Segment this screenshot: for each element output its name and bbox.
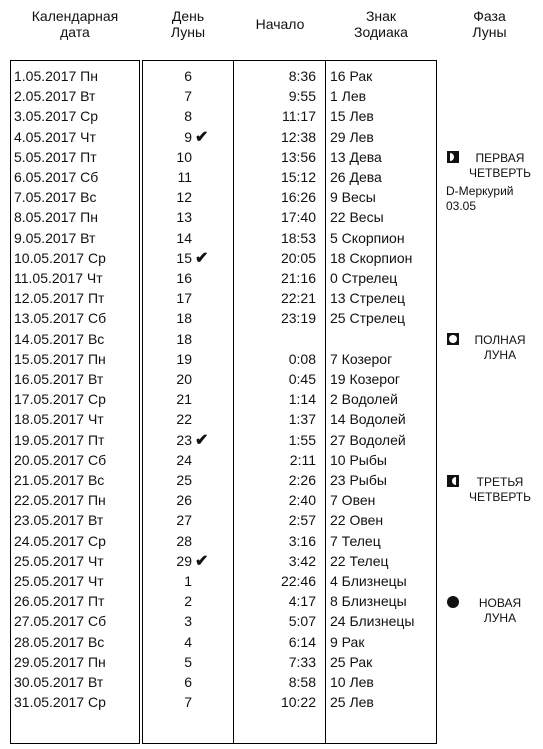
moon-day-cell — [172, 611, 222, 631]
moon-day-cell — [172, 288, 222, 308]
date-cell: 6.05.2017 Сб — [14, 169, 99, 185]
start-time-cell: 2:11 — [289, 451, 316, 468]
date-cell: 1.05.2017 Пн — [14, 68, 98, 84]
date-cell: 12.05.2017 Пт — [14, 290, 105, 307]
start-time-cell: 2:40 — [288, 492, 316, 509]
moon-day-value: 25 — [176, 472, 192, 488]
start-time-cell: 22:46 — [280, 573, 316, 589]
zodiac-cell: 27 Водолей — [330, 431, 406, 448]
date-cell: 21.05.2017 Вс — [14, 472, 105, 488]
moon-day-value: 19 — [176, 350, 192, 367]
first-quarter-moon-icon — [446, 150, 460, 169]
moon-day-cell — [172, 228, 222, 248]
date-cell: 7.05.2017 Вс — [14, 189, 97, 206]
date-cell: 23.05.2017 Вт — [14, 512, 104, 529]
zodiac-cell: 9 Весы — [330, 189, 376, 206]
start-time-cell: 23:19 — [280, 310, 316, 327]
date-cell: 24.05.2017 Ср — [14, 532, 106, 549]
zodiac-cell: 25 Лев — [330, 694, 374, 711]
date-cell: 16.05.2017 Вт — [14, 371, 104, 387]
check-mark-icon: ✔ — [195, 128, 209, 146]
moon-day-cell — [172, 66, 222, 86]
phase-label: ТРЕТЬЯ ЧЕТВЕРТЬ — [468, 474, 531, 504]
moon-day-cell — [172, 632, 222, 652]
moon-day-cell — [172, 389, 222, 409]
zodiac-cell: 25 Рак — [330, 653, 373, 670]
date-cell: 3.05.2017 Ср — [14, 108, 99, 125]
date-cell: 29.05.2017 Пн — [14, 653, 106, 670]
moon-day-value: 21 — [176, 391, 192, 408]
moon-day-value: 22 — [176, 411, 192, 428]
start-time-cell: 0:45 — [288, 371, 316, 387]
header-start: Начало — [255, 16, 305, 32]
moon-day-value: 1 — [184, 573, 192, 589]
zodiac-cell: 9 Рак — [330, 633, 365, 650]
moon-day-value: 24 — [176, 451, 192, 468]
start-time-cell: 1:37 — [288, 411, 316, 428]
header-date: Календарная дата — [31, 8, 119, 40]
moon-day-cell — [172, 591, 222, 611]
moon-day-cell — [172, 430, 222, 451]
zodiac-cell: 19 Козерог — [330, 371, 400, 387]
zodiac-cell: 0 Стрелец — [330, 270, 398, 286]
zodiac-cell: 10 Лев — [330, 674, 374, 690]
moon-day-cell — [172, 692, 222, 712]
date-cell: 26.05.2017 Пт — [14, 593, 105, 610]
full-moon-icon — [446, 332, 460, 351]
zodiac-cell: 15 Лев — [330, 108, 374, 125]
moon-day-value: 7 — [184, 88, 192, 105]
zodiac-cell: 22 Весы — [330, 209, 384, 226]
header-zodiac: Знак Зодиака — [354, 8, 408, 40]
moon-day-value: 5 — [184, 653, 192, 670]
moon-day-cell — [172, 470, 222, 490]
moon-day-cell — [172, 147, 222, 167]
moon-day-cell — [172, 409, 222, 429]
moon-day-value: 3 — [184, 613, 192, 630]
date-cell: 31.05.2017 Ср — [14, 694, 106, 711]
moon-day-value: 18 — [176, 330, 192, 347]
start-time-cell: 20:05 — [280, 249, 316, 266]
zodiac-cell: 4 Близнецы — [330, 573, 407, 589]
start-time-cell: 16:26 — [280, 189, 316, 206]
moon-day-cell — [172, 248, 222, 269]
zodiac-cell: 24 Близнецы — [330, 613, 415, 630]
date-cell: 25.05.2017 Чт — [14, 552, 104, 569]
date-cell: 13.05.2017 Сб — [14, 310, 107, 327]
moon-day-value: 28 — [176, 532, 192, 549]
header-phase: Фаза Луны — [472, 8, 507, 40]
moon-day-value: 26 — [176, 492, 192, 509]
moon-day-cell — [172, 349, 222, 369]
moon-day-cell — [172, 207, 222, 227]
start-time-cell: 8:36 — [288, 68, 316, 84]
date-cell: 22.05.2017 Пн — [14, 492, 106, 509]
moon-day-value: 29 — [176, 552, 192, 569]
date-cell: 14.05.2017 Вс — [14, 330, 105, 347]
zodiac-cell: 1 Лев — [330, 88, 367, 105]
start-time-cell: 4:17 — [288, 593, 316, 610]
moon-day-cell — [172, 308, 222, 328]
moon-day-cell — [172, 167, 222, 187]
start-time-cell: 2:57 — [288, 512, 316, 529]
moon-day-value: 17 — [176, 290, 192, 307]
start-time-cell: 1:55 — [288, 431, 316, 448]
zodiac-cell: 7 Телец — [330, 532, 381, 549]
moon-day-value: 12 — [176, 189, 192, 206]
moon-day-value: 6 — [184, 68, 192, 84]
start-time-cell: 5:07 — [288, 613, 316, 630]
start-time-cell: 8:58 — [288, 674, 316, 690]
start-time-cell: 6:14 — [288, 633, 316, 650]
moon-day-cell — [172, 490, 222, 510]
date-cell: 11.05.2017 Чт — [14, 270, 103, 286]
moon-day-value: 7 — [184, 694, 192, 711]
zodiac-cell: 16 Рак — [330, 68, 373, 84]
moon-day-value: 4 — [184, 633, 192, 650]
date-cell: 8.05.2017 Пн — [14, 209, 98, 226]
start-time-cell: 2:26 — [288, 472, 316, 488]
date-cell: 4.05.2017 Чт — [14, 128, 96, 145]
moon-day-cell — [172, 571, 222, 591]
zodiac-cell: 18 Скорпион — [330, 249, 413, 266]
date-cell: 25.05.2017 Чт — [14, 573, 104, 589]
moon-day-value: 10 — [176, 148, 192, 165]
date-cell: 2.05.2017 Вт — [14, 88, 96, 105]
phase-label: ПОЛНАЯ ЛУНА — [474, 333, 526, 363]
start-time-cell: 1:14 — [288, 391, 316, 408]
phase-label: НОВАЯ ЛУНА — [478, 595, 522, 625]
zodiac-cell: 2 Водолей — [330, 391, 398, 408]
moon-day-cell — [172, 268, 222, 288]
moon-day-cell — [172, 510, 222, 530]
zodiac-cell: 7 Козерог — [330, 350, 393, 367]
moon-day-value: 2 — [184, 593, 192, 610]
moon-day-value: 16 — [176, 270, 192, 286]
zodiac-cell: 23 Рыбы — [330, 472, 387, 488]
moon-day-cell — [172, 127, 222, 148]
moon-day-cell — [172, 652, 222, 672]
moon-day-value: 15 — [176, 249, 192, 266]
date-cell: 28.05.2017 Вс — [14, 633, 105, 650]
last-quarter-moon-icon — [446, 474, 460, 493]
date-cell: 30.05.2017 Вт — [14, 674, 104, 690]
moon-day-value: 11 — [177, 169, 192, 185]
date-cell: 10.05.2017 Ср — [14, 249, 106, 266]
moon-day-value: 13 — [176, 209, 192, 226]
check-mark-icon: ✔ — [195, 431, 209, 449]
start-time-cell: 21:16 — [280, 270, 316, 286]
check-mark-icon: ✔ — [195, 249, 209, 267]
zodiac-cell: 13 Стрелец — [330, 290, 406, 307]
zodiac-cell: 22 Овен — [330, 512, 384, 529]
start-time-cell: 0:08 — [288, 350, 316, 367]
check-mark-icon: ✔ — [195, 552, 209, 570]
phase-label: ПЕРВАЯ ЧЕТВЕРТЬ — [468, 151, 531, 181]
zodiac-cell: 5 Скорпион — [330, 229, 405, 246]
start-time-cell: 22:21 — [280, 290, 316, 307]
start-time-cell: 17:40 — [280, 209, 316, 226]
date-cell: 19.05.2017 Пт — [14, 431, 105, 448]
date-cell: 5.05.2017 Пт — [14, 148, 97, 165]
moon-day-cell — [172, 86, 222, 106]
zodiac-cell: 25 Стрелец — [330, 310, 406, 327]
zodiac-cell: 13 Дева — [330, 148, 382, 165]
moon-day-value: 27 — [176, 512, 192, 529]
header-moon-day: День Луны — [170, 8, 206, 40]
moon-day-value: 18 — [176, 310, 192, 327]
start-time-cell: 7:33 — [288, 653, 316, 670]
date-cell: 9.05.2017 Вт — [14, 229, 96, 246]
phase-note: D-Меркурий 03.05 — [446, 184, 514, 214]
moon-day-value: 20 — [176, 371, 192, 387]
zodiac-cell: 10 Рыбы — [330, 451, 387, 468]
start-time-cell: 12:38 — [280, 128, 316, 145]
zodiac-cell: 26 Дева — [330, 169, 382, 185]
moon-day-value: 8 — [184, 108, 192, 125]
start-time-cell: 13:56 — [280, 148, 316, 165]
start-time-cell: 3:16 — [288, 532, 316, 549]
new-moon-icon — [446, 595, 460, 614]
date-cell: 17.05.2017 Ср — [14, 391, 106, 408]
date-cell: 27.05.2017 Сб — [14, 613, 107, 630]
moon-day-value: 6 — [184, 674, 192, 690]
start-time-cell: 3:42 — [288, 552, 316, 569]
date-cell: 15.05.2017 Пн — [14, 350, 106, 367]
moon-day-cell — [172, 369, 222, 389]
zodiac-cell: 8 Близнецы — [330, 593, 407, 610]
start-time-cell: 11:17 — [282, 108, 316, 125]
zodiac-cell: 14 Водолей — [330, 411, 406, 428]
zodiac-cell: 29 Лев — [330, 128, 374, 145]
date-cell: 20.05.2017 Сб — [14, 451, 107, 468]
start-time-cell: 9:55 — [288, 88, 316, 105]
moon-day-value: 23 — [176, 431, 192, 448]
moon-day-cell — [172, 672, 222, 692]
moon-day-cell — [172, 531, 222, 551]
zodiac-cell: 7 Овен — [330, 492, 376, 509]
moon-day-cell — [172, 450, 222, 470]
date-cell: 18.05.2017 Чт — [14, 411, 104, 428]
moon-day-cell — [172, 551, 222, 572]
moon-day-cell — [172, 329, 222, 349]
moon-day-cell — [172, 187, 222, 207]
start-time-cell: 15:12 — [280, 169, 316, 185]
start-time-cell: 18:53 — [280, 229, 316, 246]
moon-day-cell — [172, 106, 222, 126]
start-time-cell: 10:22 — [280, 694, 316, 711]
moon-day-value: 9 — [184, 128, 192, 145]
zodiac-cell: 22 Телец — [330, 552, 389, 569]
moon-day-value: 14 — [176, 229, 192, 246]
